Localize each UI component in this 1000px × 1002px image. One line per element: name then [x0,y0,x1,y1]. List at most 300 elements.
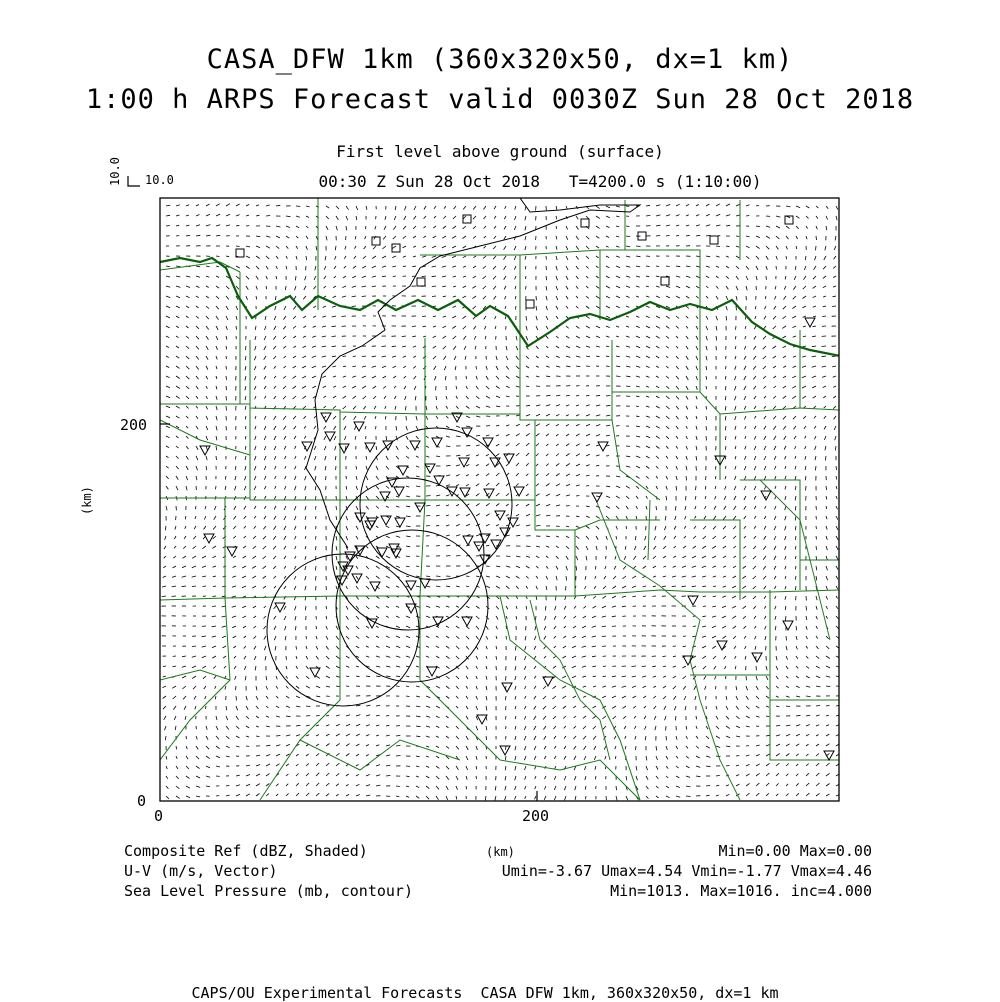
wind-vector [616,346,619,347]
wind-vector [816,236,817,240]
wind-vector [826,576,828,580]
wind-vector [456,586,460,587]
wind-vector [436,505,440,506]
wind-vector [304,456,306,460]
wind-vector [612,616,616,617]
wind-vector [773,396,776,398]
wind-vector [776,666,778,670]
wind-vector [646,426,650,428]
wind-vector [256,716,259,718]
wind-vector [264,426,266,430]
wind-vector [716,266,719,268]
wind-vector [346,226,347,230]
wind-vector [576,216,578,219]
wind-vector [726,276,729,279]
wind-vector [276,736,280,737]
wind-vector [722,626,726,628]
wind-vector [313,326,316,327]
wind-vector [735,336,736,339]
wind-vector [653,546,656,549]
wind-vector [566,246,568,250]
wind-vector [416,486,420,487]
wind-vector [615,556,616,559]
wind-vector [212,616,216,617]
wind-vector [544,646,546,649]
station-triangle-marker [200,446,210,455]
wind-vector [263,526,266,529]
wind-vector [326,725,329,726]
wind-vector [796,764,798,766]
wind-vector [416,786,419,788]
wind-vector [375,416,376,419]
wind-vector [662,586,666,587]
wind-vector [336,546,337,550]
wind-vector [476,666,478,669]
wind-vector [516,336,517,340]
station-triangle-marker [761,491,771,500]
wind-vector [704,676,706,680]
wind-vector [525,696,526,699]
wind-vector [276,686,278,689]
wind-vector [786,236,789,239]
wind-vector [426,746,429,747]
wind-vector [826,686,830,687]
wind-vector [386,586,390,588]
wind-vector [676,766,679,768]
wind-vector [816,763,819,766]
wind-vector [666,316,670,318]
wind-vector [536,576,538,579]
wind-vector [324,406,327,408]
wind-vector [246,784,250,786]
wind-vector [586,236,589,239]
wind-vector [753,356,756,360]
wind-vector [476,756,477,760]
wind-vector [666,476,668,479]
wind-vector [453,276,456,277]
wind-vector [254,506,256,509]
station-square-marker [463,215,471,223]
wind-vector [254,516,256,518]
wind-vector [356,626,359,629]
wind-vector [526,316,527,320]
wind-vector [816,216,818,219]
wind-vector [566,405,569,406]
wind-vector [562,696,566,698]
wind-vector [636,276,640,277]
wind-vector [295,626,296,630]
wind-vector [216,716,217,720]
wind-vector [764,316,766,319]
wind-vector [744,486,746,490]
station-triangle-marker [427,667,437,676]
wind-vector [216,766,220,767]
wind-vector [564,606,566,609]
wind-vector [186,476,188,480]
wind-vector [504,286,506,289]
wind-vector [603,726,606,729]
wind-vector [555,606,556,610]
wind-vector [456,726,459,729]
wind-vector [504,226,506,229]
wind-vector [446,475,450,476]
wind-vector [515,296,516,299]
wind-vector [602,616,606,617]
wind-vector [626,306,629,307]
wind-vector [606,276,610,278]
wind-vector [166,426,170,428]
wind-vector [283,326,286,329]
wind-vector [633,706,636,708]
wind-vector [622,586,626,588]
wind-vector [376,636,379,638]
wind-vector [564,746,566,749]
wind-vector [336,666,340,668]
wind-vector [246,246,250,247]
wind-vector [255,456,257,460]
wind-vector [296,656,297,659]
wind-vector [654,706,656,709]
title-line-1: CASA_DFW 1km (360x320x50, dx=1 km) [0,44,1000,75]
wind-vector [785,596,786,600]
wind-vector [356,506,358,510]
wind-vector [164,716,166,720]
wind-vector [166,356,169,358]
wind-vector [176,316,179,318]
wind-vector [286,696,289,698]
wind-vector [754,616,756,619]
wind-vector [566,566,568,570]
wind-vector [836,486,837,489]
wind-vector [793,366,796,368]
wind-vector [204,686,206,689]
wind-vector [706,795,710,796]
wind-vector [713,656,716,659]
wind-vector [814,436,816,439]
wind-vector [353,396,357,399]
wind-vector [253,546,256,549]
wind-vector [836,206,838,210]
wind-vector [186,225,189,226]
wind-vector [305,586,306,590]
wind-vector [506,444,510,446]
wind-vector [696,756,700,758]
wind-vector [733,626,736,629]
wind-vector [725,476,726,479]
wind-vector [603,716,607,719]
wind-vector [735,476,737,480]
wind-vector [566,464,570,467]
wind-vector [196,746,198,749]
wind-vector [256,215,260,216]
wind-vector [362,366,366,367]
wind-vector [426,796,429,799]
wind-vector [693,546,696,548]
wind-vector [726,296,728,300]
wind-vector [264,446,266,450]
wind-vector [246,706,248,710]
wind-vector [236,326,237,330]
station-triangle-marker [406,581,416,590]
wind-vector [403,246,406,248]
wind-vector [526,386,529,387]
station-triangle-marker [752,653,762,662]
wind-vector [322,376,326,378]
wind-vector [436,495,440,496]
wind-vector [586,454,590,456]
wind-vector [256,296,257,299]
wind-vector [293,376,297,378]
wind-vector [705,686,706,690]
wind-vector [312,386,316,388]
wind-vector [356,764,359,766]
wind-vector [736,706,739,710]
wind-vector [774,536,776,540]
wind-vector [446,586,450,587]
wind-vector [442,256,446,258]
wind-vector [753,376,756,379]
wind-vector [396,506,399,507]
wind-vector [516,556,520,557]
wind-vector [725,466,726,469]
wind-vector [534,686,536,689]
wind-vector [365,226,366,229]
wind-vector [676,776,679,778]
wind-vector [496,406,500,407]
wind-vector [505,306,506,309]
wind-vector [305,606,306,610]
wind-vector [606,516,609,519]
wind-vector [693,536,696,539]
wind-vector [756,706,759,708]
wind-vector [726,266,729,268]
wind-vector [785,536,786,540]
wind-vector [706,746,710,748]
wind-vector [725,406,726,410]
wind-vector [252,586,256,588]
wind-vector [446,495,450,496]
wind-vector [496,504,499,507]
wind-vector [443,346,446,349]
wind-vector [774,306,776,309]
wind-vector [566,484,570,486]
wind-vector [595,766,596,770]
wind-vector [416,726,420,727]
wind-vector [456,796,457,800]
wind-vector [506,616,507,619]
wind-vector [606,425,610,426]
wind-vector [775,476,776,479]
wind-vector [806,744,809,746]
wind-vector [316,546,317,550]
wind-vector [546,326,548,329]
wind-vector [176,776,179,779]
wind-vector [724,496,726,500]
wind-vector [506,386,510,388]
wind-vector [286,266,287,269]
wind-vector [635,736,636,740]
wind-vector [406,506,410,507]
wind-vector [346,724,350,726]
wind-vector [442,276,446,277]
wind-vector [566,276,568,280]
wind-vector [773,376,776,378]
wind-vector [403,266,406,267]
wind-vector [636,426,640,427]
wind-vector [686,496,687,500]
wind-vector [476,726,478,730]
wind-vector [426,616,430,618]
wind-vector [366,496,369,500]
wind-vector [625,546,626,550]
wind-vector [504,276,506,280]
wind-vector [166,486,168,489]
wind-vector [245,436,246,439]
wind-vector [576,556,578,560]
wind-vector [744,346,746,349]
wind-vector [754,426,756,429]
wind-vector [706,266,710,267]
wind-vector [275,296,276,300]
wind-vector [306,666,309,669]
wind-vector [546,484,550,487]
wind-vector [226,386,227,390]
wind-vector [303,336,306,338]
wind-vector [726,785,729,786]
wind-vector [656,436,660,438]
wind-vector [294,576,296,580]
wind-vector [403,236,406,239]
wind-vector [286,754,289,756]
wind-vector [636,416,639,417]
wind-vector [676,386,679,389]
wind-vector [486,473,489,476]
wind-vector [636,486,639,489]
wind-vector [546,556,548,558]
wind-vector [592,666,596,667]
wind-vector [836,596,838,599]
wind-vector [376,745,379,746]
wind-vector [744,466,746,470]
wind-vector [176,336,179,338]
wind-vector [496,454,499,456]
wind-vector [712,546,716,549]
wind-vector [466,686,468,689]
wind-vector [386,765,390,766]
wind-vector [776,246,778,249]
wind-vector [515,286,516,289]
wind-vector [802,306,806,308]
wind-vector [764,456,766,460]
wind-vector [786,206,790,207]
wind-vector [583,726,586,729]
wind-vector [753,546,756,549]
wind-vector [723,566,726,567]
wind-vector [754,466,756,470]
wind-vector [305,576,306,580]
wind-vector [753,576,756,579]
wind-vector [234,516,237,519]
wind-vector [376,676,380,677]
wind-vector [675,506,676,510]
wind-vector [166,386,170,388]
wind-vector [242,606,246,608]
wind-vector [246,775,250,777]
wind-vector [826,536,827,540]
wind-vector [276,246,279,249]
wind-vector [576,346,580,348]
wind-vector [343,386,346,388]
wind-vector [582,656,586,657]
wind-vector [774,526,776,530]
wind-vector [776,725,780,726]
wind-vector [666,466,668,469]
wind-vector [595,776,596,779]
wind-vector [466,445,470,446]
wind-vector [663,576,666,577]
wind-vector [796,226,799,229]
station-triangle-marker [598,442,608,451]
wind-vector [616,206,620,207]
wind-vector [405,406,406,410]
wind-vector [736,306,737,310]
wind-vector [736,276,739,280]
wind-vector [706,726,708,729]
wind-vector [294,566,296,569]
wind-vector [276,696,278,698]
wind-vector [663,686,666,688]
wind-vector [446,535,450,536]
wind-vector [213,576,216,577]
wind-vector [406,676,409,677]
legend-wind-range: Umin=-3.67 Umax=4.54 Vmin=-1.77 Vmax=4.46 [502,862,872,880]
legend-ref-label: Composite Ref (dBZ, Shaded) [124,842,368,860]
wind-vector [735,386,737,390]
wind-vector [753,586,756,589]
wind-vector [754,506,756,509]
station-triangle-marker [321,413,331,422]
wind-vector [534,716,536,720]
wind-vector [436,796,439,800]
wind-vector [534,636,536,640]
wind-vector [162,596,166,597]
wind-vector [246,276,249,279]
wind-vector [266,236,270,237]
wind-vector [256,696,258,700]
wind-vector [586,465,590,466]
wind-vector [202,546,206,549]
wind-vector [286,784,288,786]
wind-vector [346,774,349,776]
wind-vector [703,666,706,669]
wind-vector [506,356,508,360]
wind-vector [382,356,386,357]
wind-vector [576,474,580,476]
wind-vector [546,376,550,377]
wind-vector [406,556,410,557]
wind-vector [493,266,496,269]
wind-vector [406,656,410,657]
wind-vector [454,356,456,360]
wind-vector [446,545,450,546]
wind-vector [776,696,779,697]
wind-vector [633,556,636,560]
wind-vector [565,596,566,600]
wind-vector [786,246,788,249]
wind-vector [555,596,556,600]
wind-vector [636,436,640,437]
wind-vector [816,725,819,726]
